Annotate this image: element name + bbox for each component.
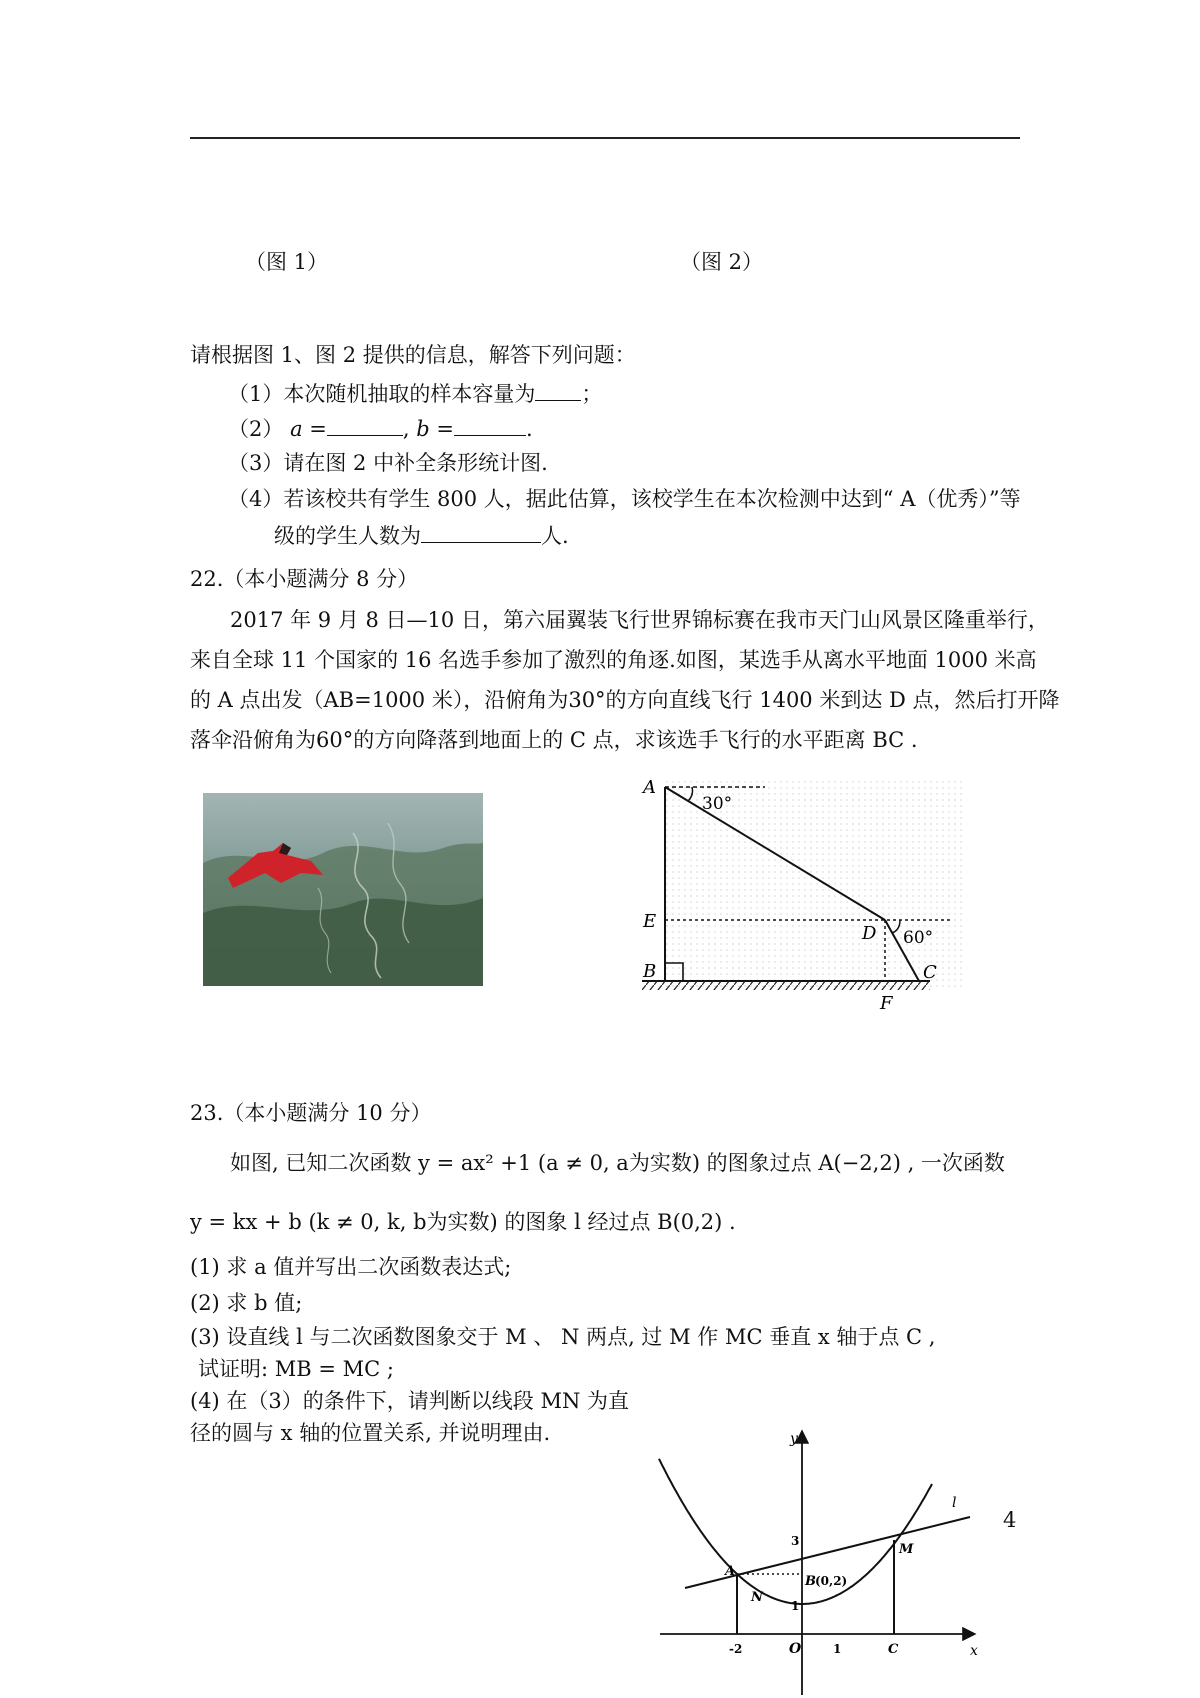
q23-part3: (3) 设直线 l 与二次函数图象交于 M 、 N 两点, 过 M 作 MC 垂直 x 轴于点 C , — [190, 1325, 936, 1349]
header-rule — [190, 137, 1020, 139]
q21-part1-end: ； — [581, 382, 603, 406]
figure-1-caption: （图 1） — [245, 250, 329, 274]
q22-line4: 落伞沿俯角为60°的方向降落到地面上的 C 点，求该选手飞行的水平距离 BC . — [190, 728, 918, 752]
answer-blank-b — [454, 413, 526, 436]
q21-part4-text: 级的学生人数为 — [274, 524, 421, 548]
answer-blank-a — [327, 413, 403, 436]
x-axis-label: x — [970, 1643, 978, 1659]
q21-intro: 请根据图 1、图 2 提供的信息，解答下列问题： — [190, 343, 636, 367]
q21-part1-text: （1）本次随机抽取的样本容量为 — [228, 382, 536, 406]
label-f: F — [880, 993, 893, 1014]
q22-header: 22.（本小题满分 8 分） — [190, 567, 419, 591]
x-tick-1: 1 — [833, 1642, 842, 1656]
point-n-label: N — [751, 1590, 763, 1605]
q21-part1 — [228, 378, 602, 409]
y-tick-1: 1 — [791, 1599, 800, 1613]
page-number: 4 — [1003, 1508, 1017, 1532]
label-d: D — [862, 923, 877, 944]
q21-part2-prefix: （2） — [228, 417, 284, 441]
q21-part2 — [228, 413, 533, 444]
q23-line1: 如图, 已知二次函数 y = ax² +1 (a ≠ 0, a为实数) 的图象过点 A(−2,2) , 一次函数 — [230, 1151, 1005, 1175]
y-axis-label: y — [790, 1431, 798, 1447]
x-tick-c: C — [888, 1642, 899, 1657]
q21-part4-line1: （4）若该校共有学生 800 人，据此估算，该校学生在本次检测中达到“ A（优秀）”等 — [228, 487, 1021, 511]
q23-function-graph — [655, 1425, 985, 1697]
q23-part4b: 径的圆与 x 轴的位置关系, 并说明理由. — [190, 1421, 551, 1445]
q23-part3b: 试证明: MB = MC ; — [198, 1357, 394, 1381]
q21-part2-b: b = — [416, 417, 454, 441]
q22-line3: 的 A 点出发（AB=1000 米），沿俯角为30°的方向直线飞行 1400 米到达 D 点，然后打开降 — [190, 688, 1060, 712]
point-a-label: A — [725, 1564, 736, 1579]
q22-geometry-diagram — [630, 775, 970, 1015]
label-e: E — [643, 911, 657, 932]
point-b-coord: (0,2) — [815, 1574, 848, 1588]
q23-header: 23.（本小题满分 10 分） — [190, 1101, 432, 1125]
parabola-curve — [659, 1459, 932, 1604]
label-angle-60: 60° — [903, 928, 934, 948]
x-tick-neg2: -2 — [729, 1642, 743, 1656]
point-b-label: B — [805, 1574, 816, 1589]
q23-part2: (2) 求 b 值; — [190, 1291, 303, 1315]
label-angle-30: 30° — [702, 794, 733, 814]
point-m-label: M — [899, 1542, 914, 1557]
label-b: B — [643, 961, 657, 982]
wingsuit-photo — [203, 793, 483, 986]
answer-blank-count — [421, 520, 541, 543]
line-l-label: l — [952, 1495, 957, 1511]
q21-part2-sep: , — [402, 417, 410, 441]
y-tick-3: 3 — [791, 1534, 800, 1548]
q23-part1: (1) 求 a 值并写出二次函数表达式; — [190, 1255, 512, 1279]
wingsuit-photo-graphic — [203, 793, 483, 986]
q21-part4-end: 人. — [541, 524, 569, 548]
q21-part4-line2 — [274, 520, 569, 551]
q23-part4: (4) 在（3）的条件下，请判断以线段 MN 为直 — [190, 1389, 630, 1413]
figure-2-caption: （图 2） — [680, 250, 764, 274]
label-a: A — [643, 777, 656, 798]
origin-label: O — [789, 1641, 802, 1657]
q23-line2: y = kx + b (k ≠ 0, k, b为实数) 的图象 l 经过点 B(0,2) . — [190, 1210, 736, 1234]
q22-line1: 2017 年 9 月 8 日—10 日，第六届翼装飞行世界锦标赛在我市天门山风景区隆重举行， — [230, 608, 1049, 632]
q21-part2-a: a = — [290, 417, 327, 441]
q21-part2-end: . — [525, 417, 533, 441]
answer-blank — [535, 378, 581, 401]
label-c: C — [923, 962, 937, 983]
q22-line2: 来自全球 11 个国家的 16 名选手参加了激烈的角逐.如图，某选手从离水平地面 1000 米高 — [190, 648, 1037, 672]
q21-part3: （3）请在图 2 中补全条形统计图. — [228, 451, 548, 475]
ground-hatch — [642, 981, 930, 990]
